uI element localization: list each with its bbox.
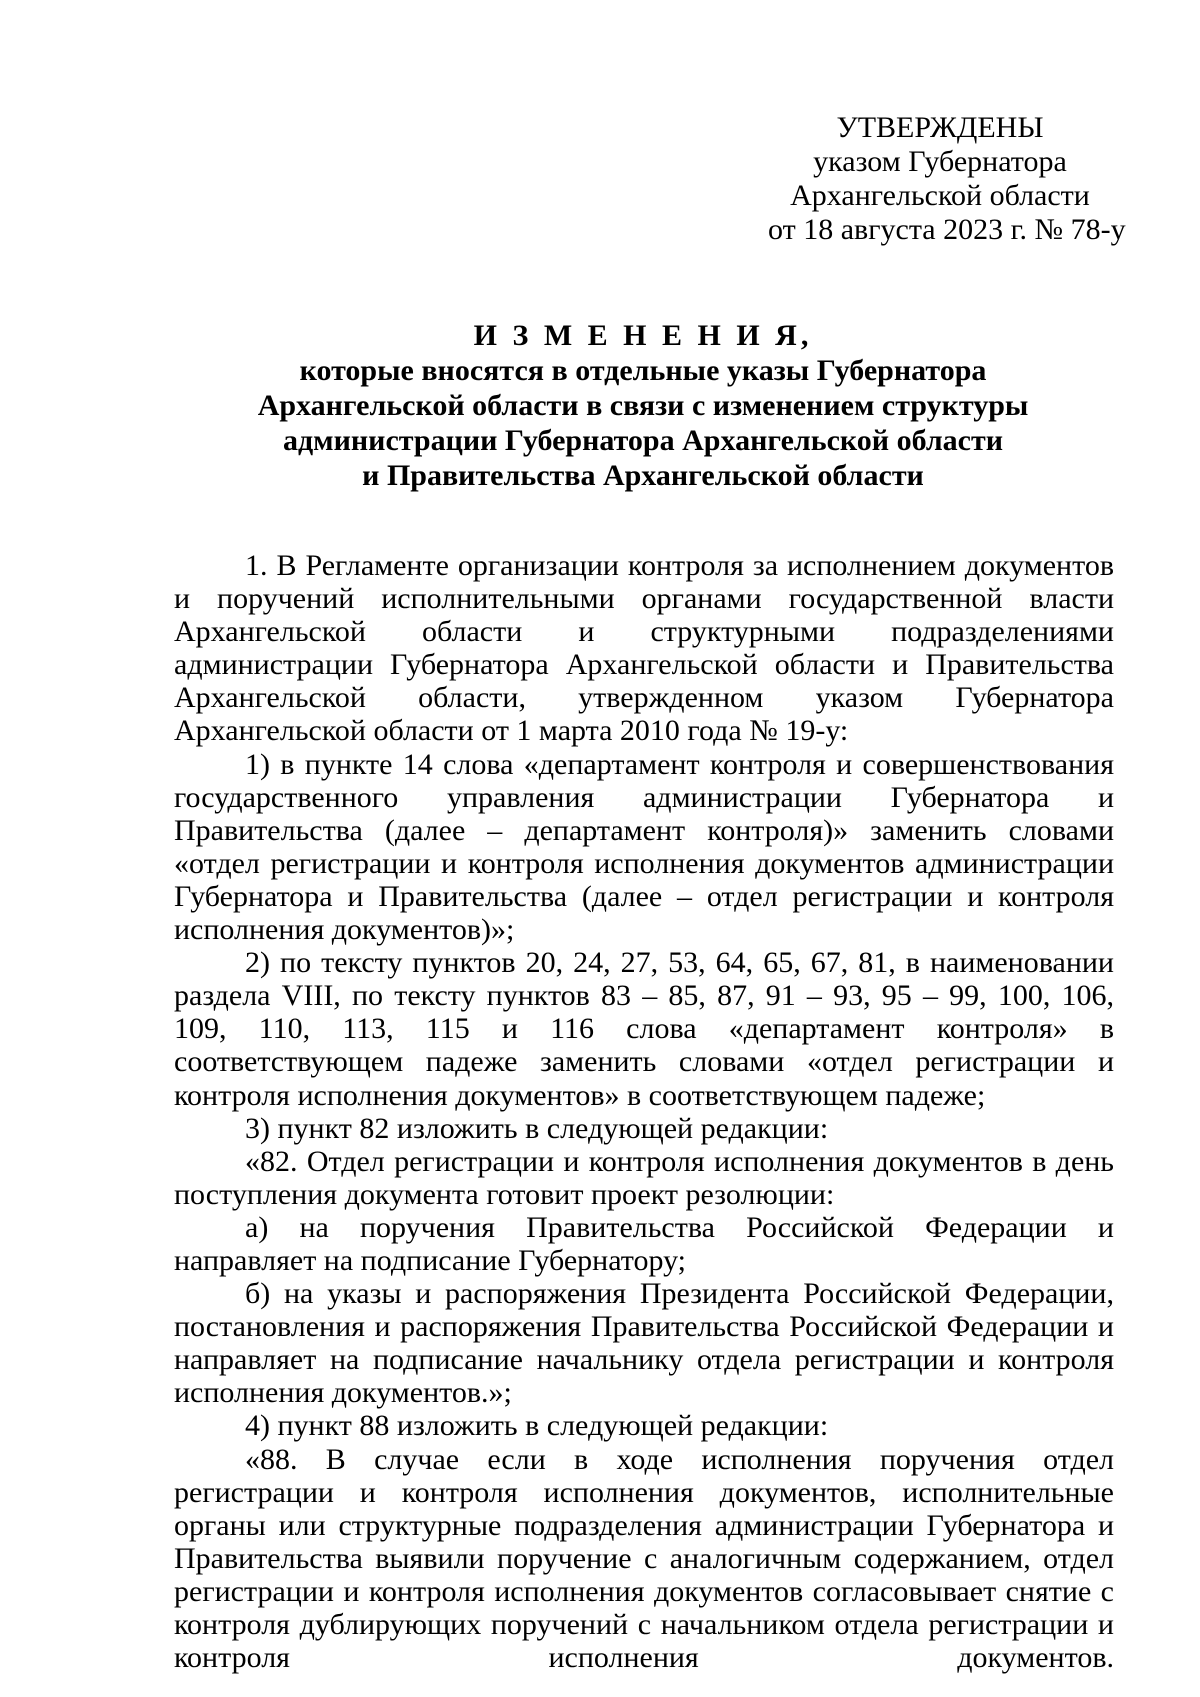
approval-line-region: Архангельской области bbox=[790, 179, 1090, 212]
paragraph-item-2: 2) по тексту пунктов 20, 24, 27, 53, 64, 65, 67, 81, в наименовании раздела VIII, по тексту пунктов 83 – 85, 87, 91 – 93, 95 – 99, 100, 106, 109, 110, 113, 115 и 116 слова «департамент контроля» в соответствующем падеже заменить словами «отдел регистрации и контроля исполнения документов» в соответствующем падеже; bbox=[174, 946, 1114, 1112]
paragraph-subitem-b: б) на указы и распоряжения Президента Российской Федерации, постановления и распоряжения Правительства Российской Федерации и направляет на подписание начальнику отдела регистрации и контроля исполнения документов.»; bbox=[174, 1277, 1114, 1410]
title-line-2: Архангельской области в связи с изменением структуры bbox=[257, 389, 1029, 422]
approval-line-by-decree: указом Губернатора bbox=[813, 145, 1067, 178]
approval-stamp bbox=[768, 111, 1126, 247]
paragraph-clause-82: «82. Отдел регистрации и контроля исполнения документов в день поступления документа готовит проект резолюции: bbox=[174, 1144, 1114, 1211]
paragraph-item-1: 1) в пункте 14 слова «департамент контроля и совершенствования государственного управления администрации Губернатора и Правительства (далее – департамент контроля)» заменить словами «отдел регистрации и контроля исполнения документов администрации Губернатора и Правительства (далее – отдел регистрации и контроля исполнения документов)»; bbox=[174, 747, 1114, 947]
paragraph-item-3: 3) пункт 82 изложить в следующей редакции: bbox=[245, 1111, 829, 1145]
title-line-4: и Правительства Архангельской области bbox=[362, 459, 924, 492]
paragraph-subitem-a: а) на поручения Правительства Российской Федерации и направляет на подписание Губернатору; bbox=[174, 1210, 1114, 1277]
title-line-3: администрации Губернатора Архангельской области bbox=[283, 424, 1003, 457]
title-line-1: которые вносятся в отдельные указы Губернатора bbox=[299, 354, 987, 387]
title-heading: И З М Е Н Е Н И Я, bbox=[473, 319, 813, 352]
approval-line-approved: УТВЕРЖДЕНЫ bbox=[836, 111, 1044, 144]
paragraph-item-4: 4) пункт 88 изложить в следующей редакции: bbox=[245, 1409, 829, 1443]
document-title bbox=[174, 318, 1112, 493]
paragraph-1: 1. В Регламенте организации контроля за исполнением документов и поручений исполнительными органами государственной власти Архангельской области и структурными подразделениями администрации Губернатора Архангельской области и Правительства Архангельской области, утвержденном указом Губернатора Архангельской области от 1 марта 2010 года № 19-у: bbox=[174, 549, 1114, 748]
document-body bbox=[174, 549, 1114, 1674]
paragraph-clause-88: «88. В случае если в ходе исполнения поручения отдел регистрации и контроля исполнения документов, исполнительные органы или структурные подразделения администрации Губернатора и Правительства выявили поручение с аналогичным содержанием, отдел регистрации и контроля исполнения документов согласовывает снятие с контроля дублирующих поручений с начальником отдела регистрации и контроля исполнения документов. bbox=[174, 1442, 1114, 1675]
approval-line-date-number: от 18 августа 2023 г. № 78-у bbox=[768, 213, 1126, 246]
